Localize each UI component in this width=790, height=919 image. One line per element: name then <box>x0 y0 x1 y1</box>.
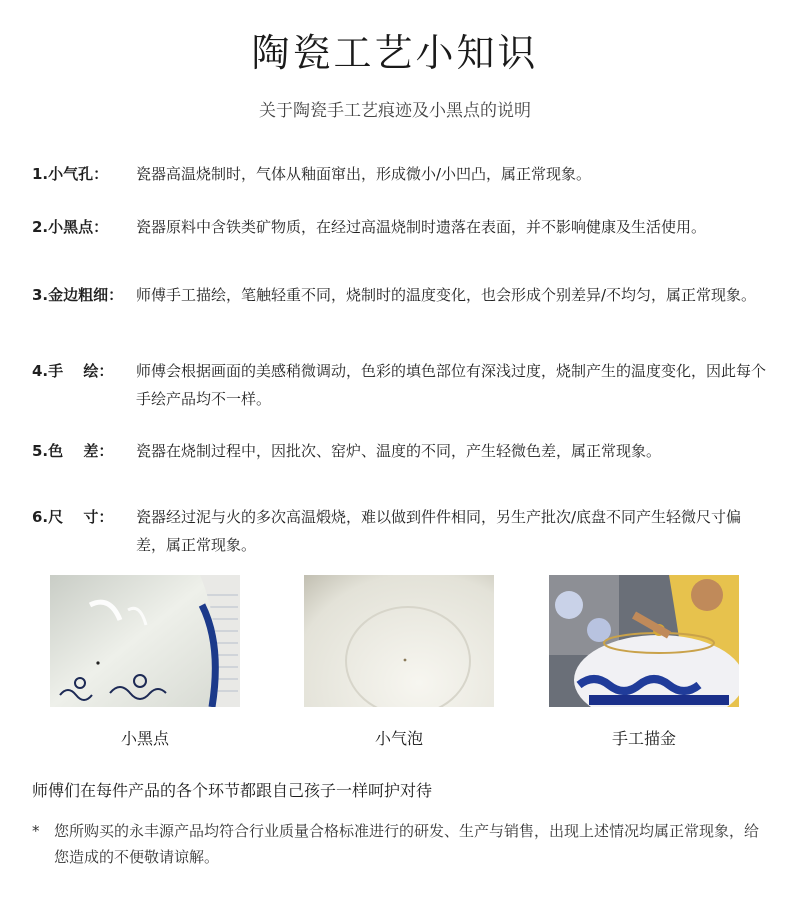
item-text: 瓷器经过泥与火的多次高温煅烧，难以做到件件相同，另生产批次/底盘不同产生轻微尺寸偏差，属正常现象。 <box>136 508 742 554</box>
item-label: 6.尺 寸： <box>32 508 114 526</box>
info-item-gold-rim <box>32 281 767 309</box>
item-text: 瓷器高温烧制时，气体从釉面窜出，形成微小/小凹凸，属正常现象。 <box>136 165 592 183</box>
item-label: 2.小黑点： <box>32 218 109 236</box>
info-item-air-hole <box>32 160 767 188</box>
item-label: 3.金边粗细： <box>32 286 124 304</box>
porcelain-bowl-bubble-image <box>304 575 494 707</box>
caption-black-dot: 小黑点 <box>120 729 169 748</box>
item-text: 师傅会根据画面的美感稍微调动，色彩的填色部位有深浅过度，烧制产生的温度变化，因此每个手绘产品均不一样。 <box>136 362 767 408</box>
hand-gilding-craftsman-image <box>549 575 739 707</box>
note-text: 您所购买的永丰源产品均符合行业质量合格标准进行的研发、生产与销售，出现上述情况均属正常现象，给您造成的不便敬请谅解。 <box>54 822 760 866</box>
page-title: 陶瓷工艺小知识 <box>251 31 539 75</box>
item-label: 5.色 差： <box>32 442 114 460</box>
porcelain-closeup-black-dot-image <box>50 575 240 707</box>
item-label: 4.手 绘： <box>32 362 114 380</box>
craft-statement: 师傅们在每件产品的各个环节都跟自己孩子一样呵护对待 <box>32 781 433 800</box>
disclaimer-note <box>32 818 762 870</box>
item-text: 瓷器在烧制过程中，因批次、窑炉、温度的不同，产生轻微色差，属正常现象。 <box>136 442 662 460</box>
note-mark: * <box>32 822 40 840</box>
item-label: 1.小气孔： <box>32 165 109 183</box>
info-item-hand-painting <box>32 357 767 413</box>
item-text: 瓷器原料中含铁类矿物质，在经过高温烧制时遗落在表面，并不影响健康及生活使用。 <box>136 218 707 236</box>
page-subtitle: 关于陶瓷手工艺痕迹及小黑点的说明 <box>259 101 531 121</box>
info-item-size <box>32 503 767 559</box>
item-text: 师傅手工描绘，笔触轻重不同，烧制时的温度变化，也会形成个别差异/不均匀，属正常现象。 <box>136 286 757 304</box>
info-item-black-dot <box>32 213 767 241</box>
caption-hand-gilding: 手工描金 <box>611 729 676 748</box>
caption-bubble: 小气泡 <box>374 729 423 748</box>
info-item-color-diff <box>32 437 767 465</box>
